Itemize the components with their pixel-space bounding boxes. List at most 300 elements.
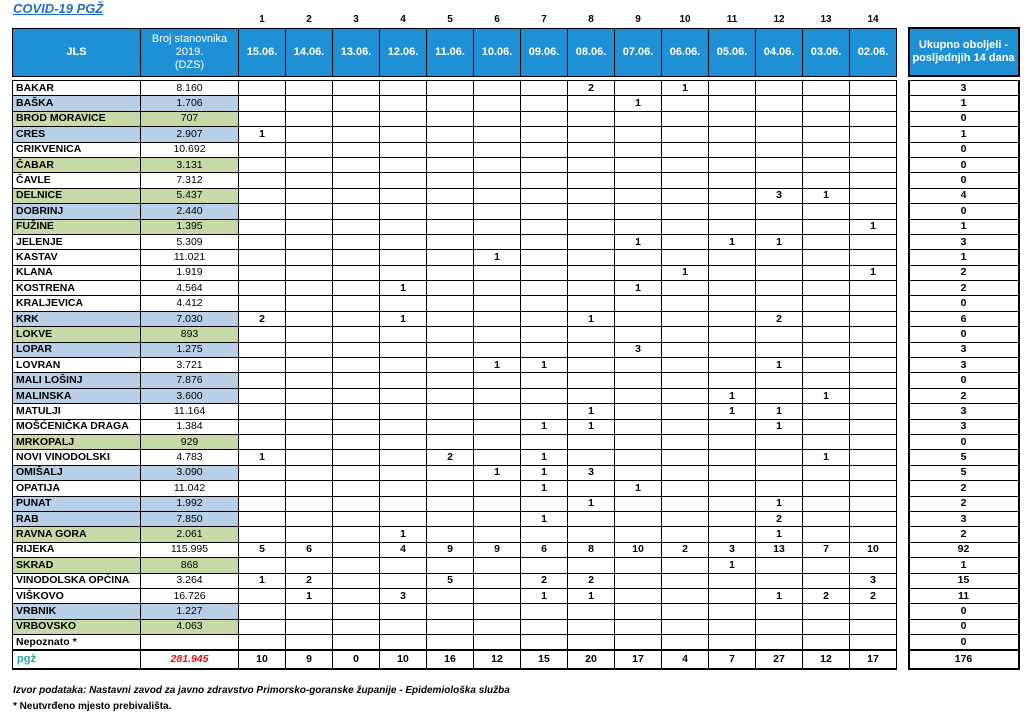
case-count <box>662 404 709 419</box>
case-count <box>333 81 380 96</box>
case-count <box>568 250 615 265</box>
case-count <box>239 81 286 96</box>
case-count <box>239 296 286 311</box>
empty-cell <box>897 650 909 669</box>
case-count <box>427 496 474 511</box>
case-count: 1 <box>521 481 568 496</box>
case-count <box>380 111 427 126</box>
case-count: 1 <box>756 234 803 249</box>
empty-cell <box>897 311 909 326</box>
case-count <box>568 204 615 219</box>
case-count <box>333 358 380 373</box>
empty-cell <box>897 373 909 388</box>
case-count <box>662 250 709 265</box>
case-count <box>380 265 427 280</box>
case-count <box>427 142 474 157</box>
date-header: 10.06. <box>474 28 521 76</box>
daily-total: 9 <box>286 650 333 669</box>
table-row <box>13 173 1019 188</box>
case-count: 2 <box>756 511 803 526</box>
case-count <box>662 234 709 249</box>
case-count <box>850 327 897 342</box>
day-number: 11 <box>726 13 738 25</box>
case-count <box>615 127 662 142</box>
case-count <box>756 619 803 634</box>
row-total: 3 <box>909 419 1019 434</box>
municipality-name: BROD MORAVICE <box>13 111 141 126</box>
case-count <box>850 342 897 357</box>
case-count <box>427 527 474 542</box>
case-count <box>286 481 333 496</box>
table-row <box>13 573 1019 588</box>
population-value: 2.061 <box>141 527 239 542</box>
municipality-name: ČABAR <box>13 157 141 172</box>
empty-cell <box>897 127 909 142</box>
day-number-row <box>13 11 1019 28</box>
case-count <box>709 496 756 511</box>
case-count <box>427 281 474 296</box>
case-count <box>803 111 850 126</box>
case-count <box>427 327 474 342</box>
municipality-name: KLANA <box>13 265 141 280</box>
case-count: 6 <box>286 542 333 557</box>
population-value: 11.164 <box>141 404 239 419</box>
case-count <box>380 173 427 188</box>
case-count <box>239 635 286 651</box>
case-count <box>662 604 709 619</box>
case-count <box>709 604 756 619</box>
table-row <box>13 327 1019 342</box>
case-count <box>333 604 380 619</box>
case-count: 1 <box>521 358 568 373</box>
case-count: 1 <box>850 265 897 280</box>
case-count <box>380 419 427 434</box>
case-count <box>239 434 286 449</box>
case-count: 10 <box>850 542 897 557</box>
case-count <box>286 157 333 172</box>
population-value: 4.564 <box>141 281 239 296</box>
case-count <box>756 373 803 388</box>
page-title: COVID-19 PGŽ <box>13 1 104 16</box>
case-count <box>615 527 662 542</box>
case-count <box>333 635 380 651</box>
date-header: 06.06. <box>662 28 709 76</box>
case-count <box>615 573 662 588</box>
case-count <box>756 157 803 172</box>
case-count <box>615 250 662 265</box>
case-count <box>568 327 615 342</box>
case-count <box>333 573 380 588</box>
case-count <box>615 373 662 388</box>
case-count: 2 <box>239 311 286 326</box>
case-count <box>427 604 474 619</box>
case-count <box>333 281 380 296</box>
case-count <box>427 419 474 434</box>
case-count <box>615 157 662 172</box>
case-count <box>850 404 897 419</box>
case-count <box>756 204 803 219</box>
empty-cell <box>897 188 909 203</box>
case-count <box>286 111 333 126</box>
case-count <box>380 481 427 496</box>
municipality-name: MOŠĆENIČKA DRAGA <box>13 419 141 434</box>
date-header: 08.06. <box>568 28 615 76</box>
case-count <box>286 604 333 619</box>
municipality-name: Nepoznato * <box>13 635 141 651</box>
case-count: 1 <box>803 450 850 465</box>
case-count <box>803 296 850 311</box>
municipality-name: DELNICE <box>13 188 141 203</box>
case-count <box>615 296 662 311</box>
case-count <box>333 204 380 219</box>
case-count: 1 <box>756 419 803 434</box>
case-count <box>568 635 615 651</box>
case-count <box>239 419 286 434</box>
case-count <box>615 388 662 403</box>
row-total: 1 <box>909 250 1019 265</box>
case-count <box>286 558 333 573</box>
table-row <box>13 465 1019 480</box>
case-count <box>380 496 427 511</box>
empty-cell <box>897 573 909 588</box>
case-count <box>756 481 803 496</box>
population-value: 1.384 <box>141 419 239 434</box>
case-count <box>756 219 803 234</box>
case-count <box>474 219 521 234</box>
table-row <box>13 373 1019 388</box>
case-count <box>286 496 333 511</box>
case-count: 6 <box>521 542 568 557</box>
case-count <box>850 419 897 434</box>
empty-cell <box>897 496 909 511</box>
case-count <box>333 111 380 126</box>
case-count <box>803 219 850 234</box>
daily-total: 17 <box>615 650 662 669</box>
case-count <box>803 127 850 142</box>
case-count <box>380 404 427 419</box>
population-value: 4.412 <box>141 296 239 311</box>
case-count <box>756 450 803 465</box>
case-count <box>615 496 662 511</box>
table-row <box>13 296 1019 311</box>
case-count <box>709 481 756 496</box>
case-count <box>333 265 380 280</box>
case-count <box>850 188 897 203</box>
case-count <box>662 111 709 126</box>
case-count <box>709 188 756 203</box>
case-count <box>568 342 615 357</box>
case-count <box>474 573 521 588</box>
case-count <box>568 434 615 449</box>
case-count <box>380 358 427 373</box>
row-total: 2 <box>909 388 1019 403</box>
case-count <box>380 204 427 219</box>
case-count <box>333 450 380 465</box>
row-total: 2 <box>909 496 1019 511</box>
case-count: 1 <box>521 450 568 465</box>
daily-total: 16 <box>427 650 474 669</box>
day-number: 14 <box>867 13 879 25</box>
empty-cell <box>897 281 909 296</box>
case-count <box>380 250 427 265</box>
case-count <box>615 511 662 526</box>
empty-cell <box>897 588 909 603</box>
case-count <box>380 327 427 342</box>
case-count <box>521 388 568 403</box>
empty-cell <box>897 296 909 311</box>
case-count <box>521 635 568 651</box>
case-count <box>803 81 850 96</box>
empty-cell <box>909 11 1019 28</box>
case-count: 1 <box>239 450 286 465</box>
pgz-logo <box>13 650 141 669</box>
case-count: 1 <box>803 188 850 203</box>
case-count <box>521 96 568 111</box>
case-count: 1 <box>380 281 427 296</box>
row-total: 4 <box>909 188 1019 203</box>
case-count <box>286 265 333 280</box>
table-row <box>13 96 1019 111</box>
case-count <box>427 388 474 403</box>
case-count <box>239 604 286 619</box>
population-value: 1.706 <box>141 96 239 111</box>
day-number: 10 <box>679 13 691 25</box>
table-row <box>13 234 1019 249</box>
day-number: 7 <box>541 13 547 25</box>
case-count <box>615 419 662 434</box>
day-number: 5 <box>447 13 453 25</box>
case-count <box>239 619 286 634</box>
case-count <box>474 388 521 403</box>
row-total: 0 <box>909 373 1019 388</box>
case-count <box>427 358 474 373</box>
day-number: 13 <box>820 13 832 25</box>
population-value: 4.783 <box>141 450 239 465</box>
case-count <box>850 127 897 142</box>
case-count <box>803 265 850 280</box>
case-count <box>474 450 521 465</box>
empty-cell <box>897 635 909 651</box>
case-count <box>239 111 286 126</box>
municipality-name: OMIŠALJ <box>13 465 141 480</box>
case-count <box>474 127 521 142</box>
case-count <box>286 450 333 465</box>
case-count <box>239 496 286 511</box>
case-count: 5 <box>427 573 474 588</box>
table-row <box>13 511 1019 526</box>
municipality-name: VINODOLSKA OPĆINA <box>13 573 141 588</box>
case-count <box>568 142 615 157</box>
daily-total: 12 <box>803 650 850 669</box>
case-count <box>286 388 333 403</box>
case-count <box>756 265 803 280</box>
case-count <box>427 173 474 188</box>
case-count <box>239 404 286 419</box>
case-count <box>756 127 803 142</box>
case-count <box>803 327 850 342</box>
empty-cell <box>897 265 909 280</box>
population-value: 3.264 <box>141 573 239 588</box>
case-count <box>615 465 662 480</box>
source-note: Izvor podataka: Nastavni zavod za javno zdravstvo Primorsko-goranske županije - Epidemiološka služba <box>13 685 510 696</box>
case-count <box>474 588 521 603</box>
case-count <box>803 342 850 357</box>
day-number: 12 <box>773 13 785 25</box>
row-total: 0 <box>909 173 1019 188</box>
case-count: 1 <box>803 388 850 403</box>
municipality-name: RIJEKA <box>13 542 141 557</box>
case-count <box>521 81 568 96</box>
case-count <box>474 157 521 172</box>
case-count <box>615 311 662 326</box>
case-count <box>286 373 333 388</box>
case-count <box>474 204 521 219</box>
case-count <box>756 81 803 96</box>
case-count <box>427 511 474 526</box>
case-count <box>380 635 427 651</box>
daily-total: 10 <box>239 650 286 669</box>
case-count: 1 <box>615 96 662 111</box>
case-count <box>662 619 709 634</box>
population-value: 11.042 <box>141 481 239 496</box>
case-count <box>803 204 850 219</box>
day-number: 3 <box>353 13 359 25</box>
case-count <box>333 619 380 634</box>
empty-cell <box>897 604 909 619</box>
case-count <box>333 219 380 234</box>
row-total: 0 <box>909 434 1019 449</box>
case-count <box>850 296 897 311</box>
case-count <box>803 481 850 496</box>
case-count <box>427 219 474 234</box>
population-value: 1.275 <box>141 342 239 357</box>
day-number: 8 <box>588 13 594 25</box>
case-count <box>380 465 427 480</box>
date-header: 03.06. <box>803 28 850 76</box>
case-count: 13 <box>756 542 803 557</box>
case-count <box>803 558 850 573</box>
row-total: 11 <box>909 588 1019 603</box>
case-count <box>709 281 756 296</box>
case-count <box>850 96 897 111</box>
case-count <box>568 157 615 172</box>
case-count <box>803 496 850 511</box>
case-count: 2 <box>521 573 568 588</box>
table-row <box>13 342 1019 357</box>
case-count <box>662 511 709 526</box>
case-count: 2 <box>803 588 850 603</box>
case-count: 1 <box>286 588 333 603</box>
empty-cell <box>897 511 909 526</box>
case-count <box>709 157 756 172</box>
case-count: 1 <box>709 234 756 249</box>
table-row <box>13 619 1019 634</box>
case-count <box>615 173 662 188</box>
empty-cell <box>897 527 909 542</box>
case-count <box>380 558 427 573</box>
date-header: 13.06. <box>333 28 380 76</box>
case-count <box>333 234 380 249</box>
row-total: 0 <box>909 157 1019 172</box>
case-count <box>662 219 709 234</box>
case-count <box>427 204 474 219</box>
municipality-name: OPATIJA <box>13 481 141 496</box>
case-count <box>521 157 568 172</box>
case-count <box>756 173 803 188</box>
case-count <box>474 635 521 651</box>
case-count <box>662 311 709 326</box>
case-count <box>568 358 615 373</box>
case-count <box>380 450 427 465</box>
case-count <box>662 635 709 651</box>
case-count <box>615 604 662 619</box>
table-row <box>13 188 1019 203</box>
case-count <box>756 604 803 619</box>
case-count <box>803 250 850 265</box>
case-count <box>521 204 568 219</box>
case-count <box>521 311 568 326</box>
case-count: 2 <box>756 311 803 326</box>
case-count <box>850 388 897 403</box>
case-count <box>709 204 756 219</box>
case-count <box>568 173 615 188</box>
case-count <box>568 234 615 249</box>
case-count <box>427 250 474 265</box>
table-row <box>13 558 1019 573</box>
case-count <box>709 527 756 542</box>
case-count: 1 <box>662 265 709 280</box>
case-count <box>286 342 333 357</box>
case-count <box>239 527 286 542</box>
case-count <box>474 373 521 388</box>
municipality-name: BAŠKA <box>13 96 141 111</box>
case-count <box>380 127 427 142</box>
municipality-name: MALINSKA <box>13 388 141 403</box>
case-count <box>427 157 474 172</box>
case-count <box>850 311 897 326</box>
case-count <box>521 219 568 234</box>
case-count <box>521 496 568 511</box>
case-count <box>521 604 568 619</box>
case-count: 1 <box>615 281 662 296</box>
population-value: 868 <box>141 558 239 573</box>
municipality-name: RAB <box>13 511 141 526</box>
case-count <box>615 219 662 234</box>
case-count <box>474 558 521 573</box>
municipality-name: MRKOPALJ <box>13 434 141 449</box>
case-count <box>474 342 521 357</box>
table-row <box>13 604 1019 619</box>
case-count: 1 <box>568 588 615 603</box>
case-count <box>427 127 474 142</box>
daily-total: 27 <box>756 650 803 669</box>
case-count <box>568 619 615 634</box>
case-count <box>427 558 474 573</box>
case-count <box>850 619 897 634</box>
table-row <box>13 542 1019 557</box>
table-row <box>13 265 1019 280</box>
table-row <box>13 527 1019 542</box>
table-row <box>13 127 1019 142</box>
case-count <box>568 373 615 388</box>
case-count <box>615 81 662 96</box>
empty-cell <box>897 404 909 419</box>
table-row <box>13 588 1019 603</box>
municipality-name: KRALJEVICA <box>13 296 141 311</box>
daily-total: 0 <box>333 650 380 669</box>
date-header: 02.06. <box>850 28 897 76</box>
case-count <box>286 511 333 526</box>
